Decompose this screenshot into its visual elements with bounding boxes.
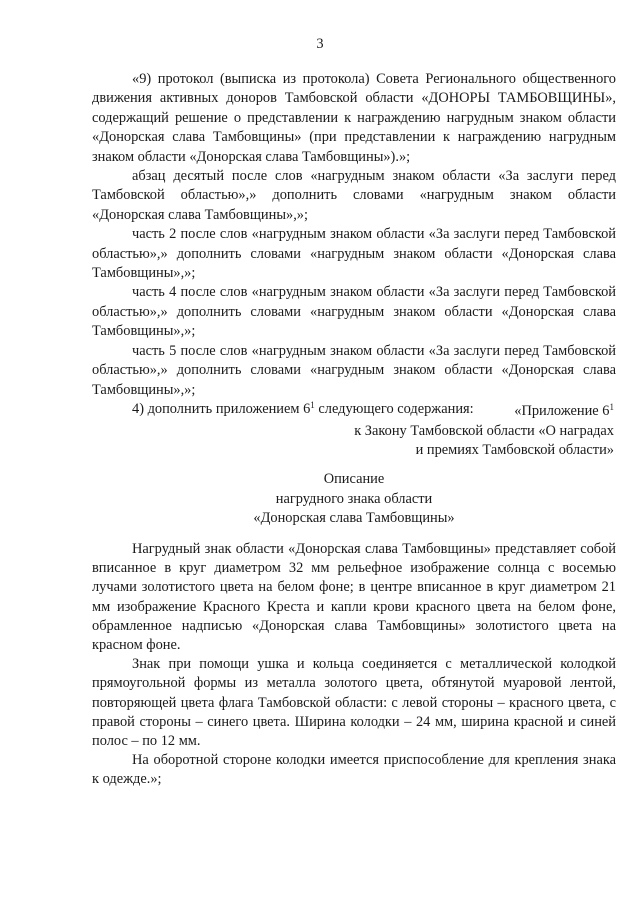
paragraph-chast-5: часть 5 после слов «нагрудным знаком области «За заслуги перед Тамбовской областью»,» дополнить словами «нагрудным знаком области «Донорская слава Тамбовщины»,»;	[92, 342, 616, 398]
paragraph-chast-4: часть 4 после слов «нагрудным знаком области «За заслуги перед Тамбовской областью»,» дополнить словами «нагрудным знаком области «Донорская слава Тамбовщины»,»;	[92, 284, 616, 340]
paragraph-item-4: 4) дополнить приложением $6^1$ следующего содержания:	[132, 399, 474, 417]
paragraph-protocol: «9) протокол (выписка из протокола) Совета Регионального общественного движения активных доноров Тамбовской области «ДОНОРЫ ТАМБОВЩИНЫ», содержащий решение о представлении к награждению нагрудным знаком области «Донорская слава Тамбовщины» (при представлении к награждению нагрудным знаком области «Донорская слава Тамбовщины»).»;	[92, 71, 616, 165]
superscript: 1	[310, 399, 315, 410]
amendments-block	[92, 70, 616, 419]
description-paragraph: На оборотной стороне колодки имеется приспособление для крепления знака к одежде.»;	[92, 752, 616, 788]
description-title: Описание нагрудного знака области «Донорская слава Тамбовщины»	[253, 471, 455, 526]
description-paragraph: Нагрудный знак области «Донорская слава Тамбовщины» представляет собой вписанное в круг диаметром 32 мм рельефное изображение солнца с восемью лучами золотистого цвета на белом фоне; в центре вписанное в круг диаметром 21 мм изображение Красного Креста и капли крови красного цвета на белом фоне, обрамленное надписью «Донорская слава Тамбовщины» золотистого цвета на красном фоне.	[92, 541, 616, 654]
description-paragraph: Знак при помощи ушка и кольца соединяется с металлической колодкой прямоугольной формы из металла золотого цвета, обтянутой муаровой лентой, повторяющей цвета флага Тамбовской области: с левой стороны – красного цвета, с правой стороны – синего цвета. Ширина колодки – 24 мм, ширина красной и синей полос – по 12 мм.	[92, 656, 616, 750]
paragraph-abzats-desyatyi: абзац десятый после слов «нагрудным знаком области «За заслуги перед Тамбовской областью»,» дополнить словами «нагрудным знаком области «Донорская слава Тамбовщины»,»;	[92, 168, 616, 223]
page-number: 3	[316, 36, 324, 52]
description-body	[92, 540, 616, 790]
annex-header: «Приложение $6^1$ к Закону Тамбовской области «О наградах и премиях Тамбовской области»	[354, 402, 614, 458]
paragraph-chast-2: часть 2 после слов «нагрудным знаком области «За заслуги перед Тамбовской областью»,» дополнить словами «нагрудным знаком области «Донорская слава Тамбовщины»,»;	[92, 226, 616, 282]
